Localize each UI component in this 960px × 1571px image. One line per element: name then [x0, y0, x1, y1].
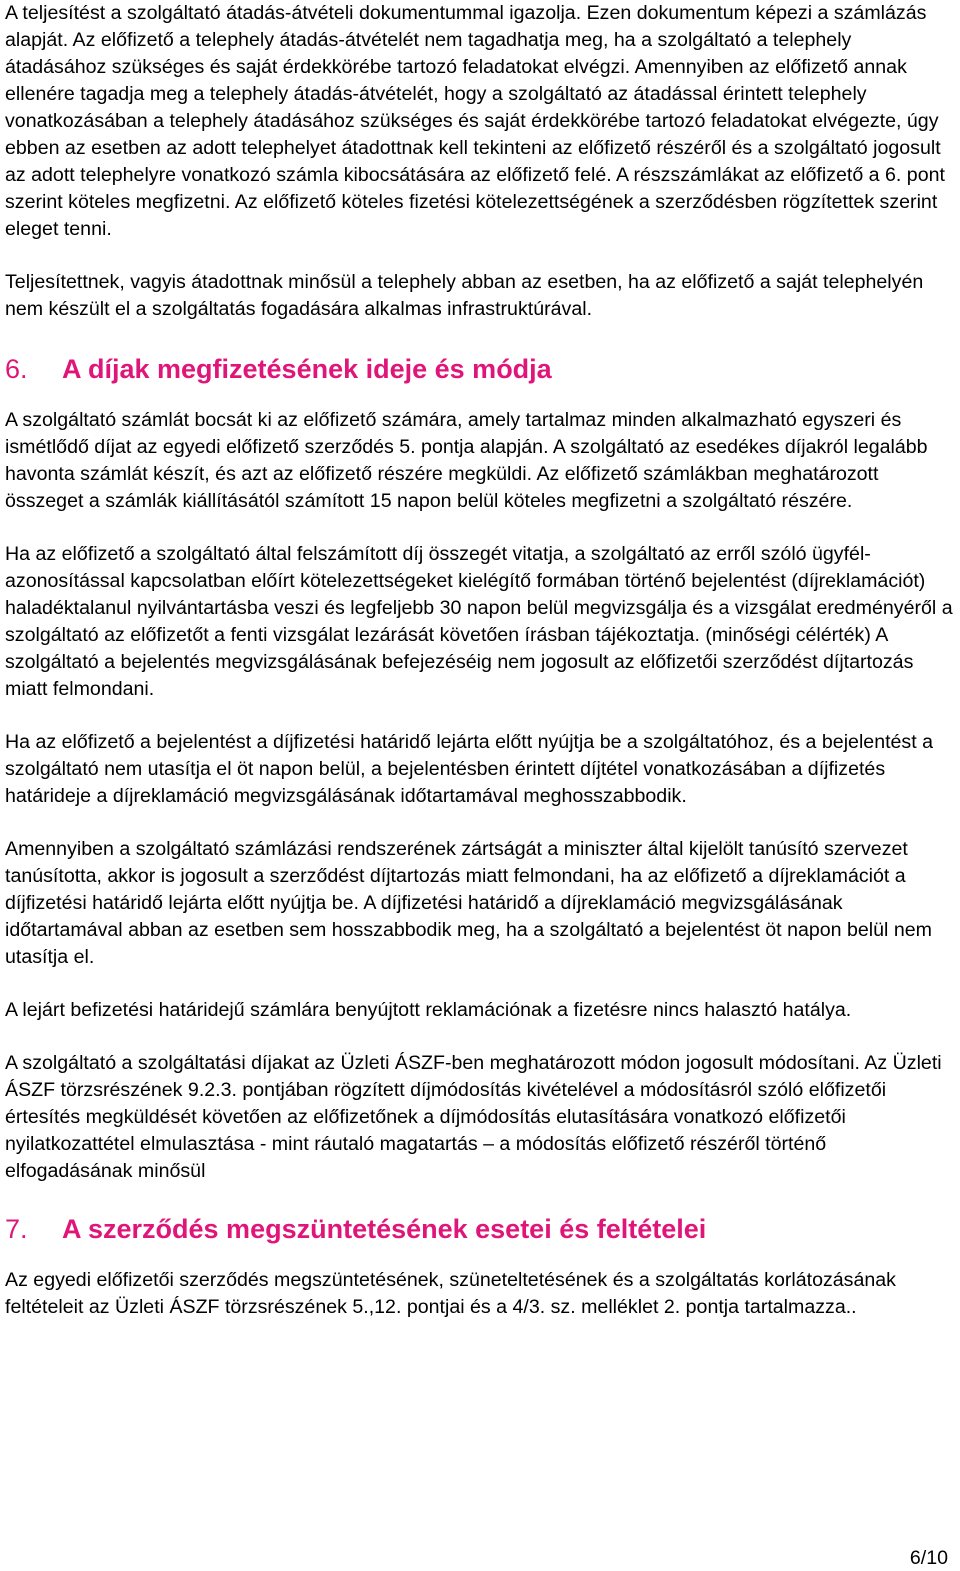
paragraph-fee-dispute: Ha az előfizető a szolgáltató által felszámított díj összegét vitatja, a szolgáltató az erről szóló ügyfél-azonosítással kapcsolatban előírt kötelezettségeket kielégítő formában történő bejelentést (díjreklamációt) haladéktalanul nyilvántartásba veszi és legfeljebb 30 napon belül megvizsgálja és a vizsgálat eredményéről a szolgáltató az előfizetőt a fenti vizsgálat lezárását követően írásban tájékoztatja. (minőségi célérték) A szolgáltató a bejelentés megvizsgálásának befejezéséig nem jogosult az előfizetői szerződést díjtartozás miatt felmondani. [5, 543, 953, 700]
paragraph-fulfilled-definition: Teljesítettnek, vagyis átadottnak minősül a telephely abban az esetben, ha az előfizető a saját telephelyén nem készült el a szolgáltatás fogadására alkalmas infrastruktúrával. [5, 271, 924, 320]
paragraph-fee-modification: A szolgáltató a szolgáltatási díjakat az Üzleti ÁSZF-ben meghatározott módon jogosult módosítani. Az Üzleti ÁSZF törzsrészének 9.2.3. pontjában rögzített díjmódosítás kivételével a módosításról szóló előfizetői értesítés megküldését követően az előfizetőnek a díjmódosítás elutasítására vonatkozó előfizetői nyilatkozattétel elmulasztása - mint ráutaló magatartás – a módosítás előfizető részéről történő elfogadásának minősül [5, 1052, 942, 1182]
page-number: 6/10 [909, 1547, 948, 1569]
document-page [5, 0, 957, 1321]
section-6-number: 6. [5, 354, 28, 384]
paragraph-certified-billing: Amennyiben a szolgáltató számlázási rendszerének zártságát a miniszter által kijelölt tanúsító szervezet tanúsította, akkor is jogosult a szerződést díjtartozás miatt felmondani, ha az előfizető a díjreklamációt a díjfizetési határidő lejárta előtt nyújtja be. A díjfizetési határidő a díjreklamáció megvizsgálásának időtartamával abban az esetben sem hosszabbodik meg, ha a szolgáltató a bejelentést öt napon belül nem utasítja el. [5, 838, 932, 968]
paragraph-invoice-issuance: A szolgáltató számlát bocsát ki az előfizető számára, amely tartalmaz minden alkalmazható egyszeri és ismétlődő díjat az egyedi előfizető szerződés 5. pontja alapján. A szolgáltató az esedékes díjakról legalább havonta számlát készít, és azt az előfizető részére megküldi. Az előfizető számlákban meghatározott összeget a számlák kiállításától számított 15 napon belül köteles megfizetni a szolgáltató részére. [5, 409, 928, 512]
section-6-heading [5, 351, 957, 387]
paragraph-deadline-extension: Ha az előfizető a bejelentést a díjfizetési határidő lejárta előtt nyújtja be a szolgáltatóhoz, és a bejelentést a szolgáltató nem utasítja el öt napon belül, a bejelentésben érintett díjtétel vonatkozásában a díjfizetés határideje a díjreklamáció megvizsgálásának időtartamával meghosszabbodik. [5, 731, 934, 807]
paragraph-overdue-complaint: A lejárt befizetési határidejű számlára benyújtott reklamációnak a fizetésre nincs halasztó hatálya. [5, 999, 852, 1021]
section-7-heading [5, 1211, 957, 1247]
paragraph-billing-acceptance: A teljesítést a szolgáltató átadás-átvételi dokumentummal igazolja. Ezen dokumentum képezi a számlázás alapját. Az előfizető a telephely átadás-átvételét nem tagadhatja meg, ha a szolgáltató a telephely átadásához szükséges és saját érdekkörébe tartozó feladatokat elvégzi. Amennyiben az előfizető annak ellenére tagadja meg a telephely átadás-átvételét, hogy a szolgáltató az átadással érintett telephely vonatkozásában a telephely átadásához szükséges és saját érdekkörébe tartozó feladatokat elvégezte, úgy ebben az esetben az adott telephelyet átadottnak kell tekinteni az előfizető részéről és a szolgáltató jogosult az adott telephelyre vonatkozó számla kibocsátására az előfizető felé. A részszámlákat az előfizető a 6. pont szerint köteles megfizetni. Az előfizető köteles fizetési kötelezettségének a szerződésben rögzítettek szerint eleget tenni. [5, 2, 945, 240]
section-6-title: A díjak megfizetésének ideje és módja [62, 354, 552, 384]
paragraph-termination-terms: Az egyedi előfizetői szerződés megszüntetésének, szüneteltetésének és a szolgáltatás korlátozásának feltételeit az Üzleti ÁSZF törzsrészének 5.,12. pontjai és a 4/3. sz. melléklet 2. pontja tartalmazza.. [5, 1269, 896, 1318]
section-7-title: A szerződés megszüntetésének esetei és feltételei [62, 1214, 707, 1244]
section-7-number: 7. [5, 1214, 28, 1244]
